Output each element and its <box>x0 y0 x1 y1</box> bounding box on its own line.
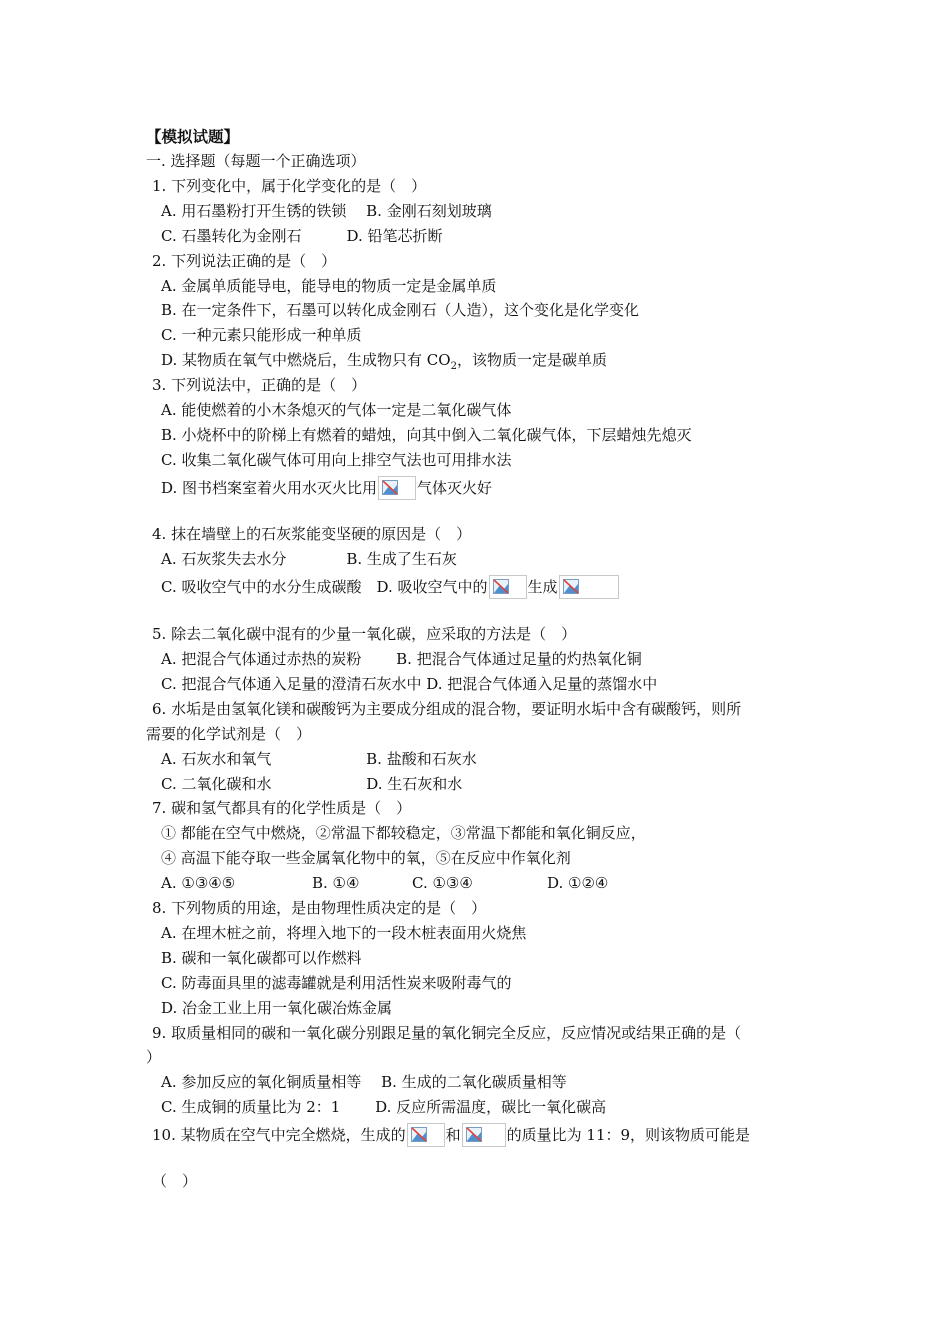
q3-option-b: B. 小烧杯中的阶梯上有燃着的蜡烛，向其中倒入二氧化碳气体，下层蜡烛先熄灭 <box>161 426 692 444</box>
q9-options-ab: A. 参加反应的氧化铜质量相等 B. 生成的二氧化碳质量相等 <box>161 1073 567 1091</box>
q3-option-a: A. 能使燃着的小木条熄灭的气体一定是二氧化碳气体 <box>161 401 512 419</box>
q3-stem: 3. 下列说法中，正确的是（ ） <box>152 376 367 394</box>
q5-stem: 5. 除去二氧化碳中混有的少量一氧化碳，应采取的方法是（ ） <box>152 625 577 643</box>
q2-option-b: B. 在一定条件下，石墨可以转化成金刚石（人造），这个变化是化学变化 <box>161 301 640 319</box>
q7-statement-2: ④ 高温下能夺取一些金属氧化物中的氧，⑤在反应中作氧化剂 <box>161 849 571 867</box>
q7-option-a: A. ①③④⑤ <box>161 874 236 892</box>
q1-options-cd: C. 石墨转化为金刚石 D. 铅笔芯折断 <box>161 227 443 245</box>
q8-option-c: C. 防毒面具里的滤毒罐就是利用活性炭来吸附毒气的 <box>161 974 512 992</box>
broken-image-icon <box>378 476 416 500</box>
q2-option-d <box>161 350 607 370</box>
q9-stem-line1: 9. 取质量相同的碳和一氧化碳分别跟足量的氧化铜完全反应，反应情况或结果正确的是（ <box>152 1024 742 1042</box>
q6-stem-line2: 需要的化学试剂是（ ） <box>146 725 312 743</box>
q7-option-d: D. ①②④ <box>547 874 609 892</box>
broken-image-icon <box>559 575 619 599</box>
q7-stem: 7. 碳和氢气都具有的化学性质是（ ） <box>152 799 412 817</box>
q1-stem: 1. 下列变化中，属于化学变化的是（ ） <box>152 177 427 195</box>
q6-stem-line1: 6. 水垢是由氢氧化镁和碳酸钙为主要成分组成的混合物，要证明水垢中含有碳酸钙，则所 <box>152 700 742 718</box>
q3-option-c: C. 收集二氧化碳气体可用向上排空气法也可用排水法 <box>161 451 512 469</box>
q7-statement-1: ① 都能在空气中燃烧，②常温下都较稳定，③常温下都能和氧化铜反应， <box>161 824 646 842</box>
q3-option-d <box>161 476 492 500</box>
q2-option-d-pre: D. 某物质在氧气中燃烧后，生成物只有 CO <box>161 351 451 369</box>
q4-options-cd-pre: C. 吸收空气中的水分生成碳酸 D. 吸收空气中的 <box>161 578 488 596</box>
q1-options-ab: A. 用石墨粉打开生锈的铁锁 B. 金刚石刻划玻璃 <box>161 202 492 220</box>
q10-stem <box>152 1123 750 1147</box>
q8-option-d: D. 冶金工业上用一氧化碳冶炼金属 <box>161 999 393 1017</box>
q6-options-cd: C. 二氧化碳和水 D. 生石灰和水 <box>161 775 463 793</box>
q5-options-cd: C. 把混合气体通入足量的澄清石灰水中 D. 把混合气体通入足量的蒸馏水中 <box>161 675 658 693</box>
q2-option-d-subscript: 2 <box>450 361 457 372</box>
q9-stem-line2: ） <box>146 1048 162 1066</box>
q10-stem-pre: 10. 某物质在空气中完全燃烧，生成的 <box>152 1126 406 1144</box>
q7-option-c: C. ①③④ <box>412 874 473 892</box>
q2-stem: 2. 下列说法正确的是（ ） <box>152 252 337 270</box>
q4-options-ab: A. 石灰浆失去水分 B. 生成了生石灰 <box>161 550 457 568</box>
q3-option-d-post: 气体灭火好 <box>417 479 493 497</box>
q2-option-c: C. 一种元素只能形成一种单质 <box>161 326 362 344</box>
q8-stem: 8. 下列物质的用途，是由物理性质决定的是（ ） <box>152 899 487 917</box>
broken-image-icon <box>489 575 527 599</box>
q5-options-ab: A. 把混合气体通过赤热的炭粉 B. 把混合气体通过足量的灼热氧化铜 <box>161 650 642 668</box>
q4-options-cd-mid: 生成 <box>527 578 558 596</box>
q10-stem-mid: 和 <box>445 1126 461 1144</box>
q8-option-a: A. 在埋木桩之前，将埋入地下的一段木桩表面用火烧焦 <box>161 924 527 942</box>
q7-option-b: B. ①④ <box>312 874 360 892</box>
q4-stem: 4. 抹在墙壁上的石灰浆能变坚硬的原因是（ ） <box>152 525 472 543</box>
broken-image-icon <box>407 1123 445 1147</box>
q10-answer-paren: （ ） <box>152 1172 198 1190</box>
q10-stem-post: 的质量比为 11：9，则该物质可能是 <box>506 1126 751 1144</box>
q8-option-b: B. 碳和一氧化碳都可以作燃料 <box>161 949 362 967</box>
q6-options-ab: A. 石灰水和氧气 B. 盐酸和石灰水 <box>161 750 477 768</box>
broken-image-icon <box>462 1123 506 1147</box>
q3-option-d-pre: D. 图书档案室着火用水灭火比用 <box>161 479 378 497</box>
section-header: 【模拟试题】 <box>146 127 240 146</box>
q4-options-cd <box>161 575 620 599</box>
q9-options-cd: C. 生成铜的质量比为 2：1 D. 反应所需温度，碳比一氧化碳高 <box>161 1098 607 1116</box>
q2-option-d-post: ，该物质一定是碳单质 <box>456 351 607 369</box>
section-title: 一. 选择题（每题一个正确选项） <box>146 152 366 170</box>
q2-option-a: A. 金属单质能导电，能导电的物质一定是金属单质 <box>161 277 497 295</box>
